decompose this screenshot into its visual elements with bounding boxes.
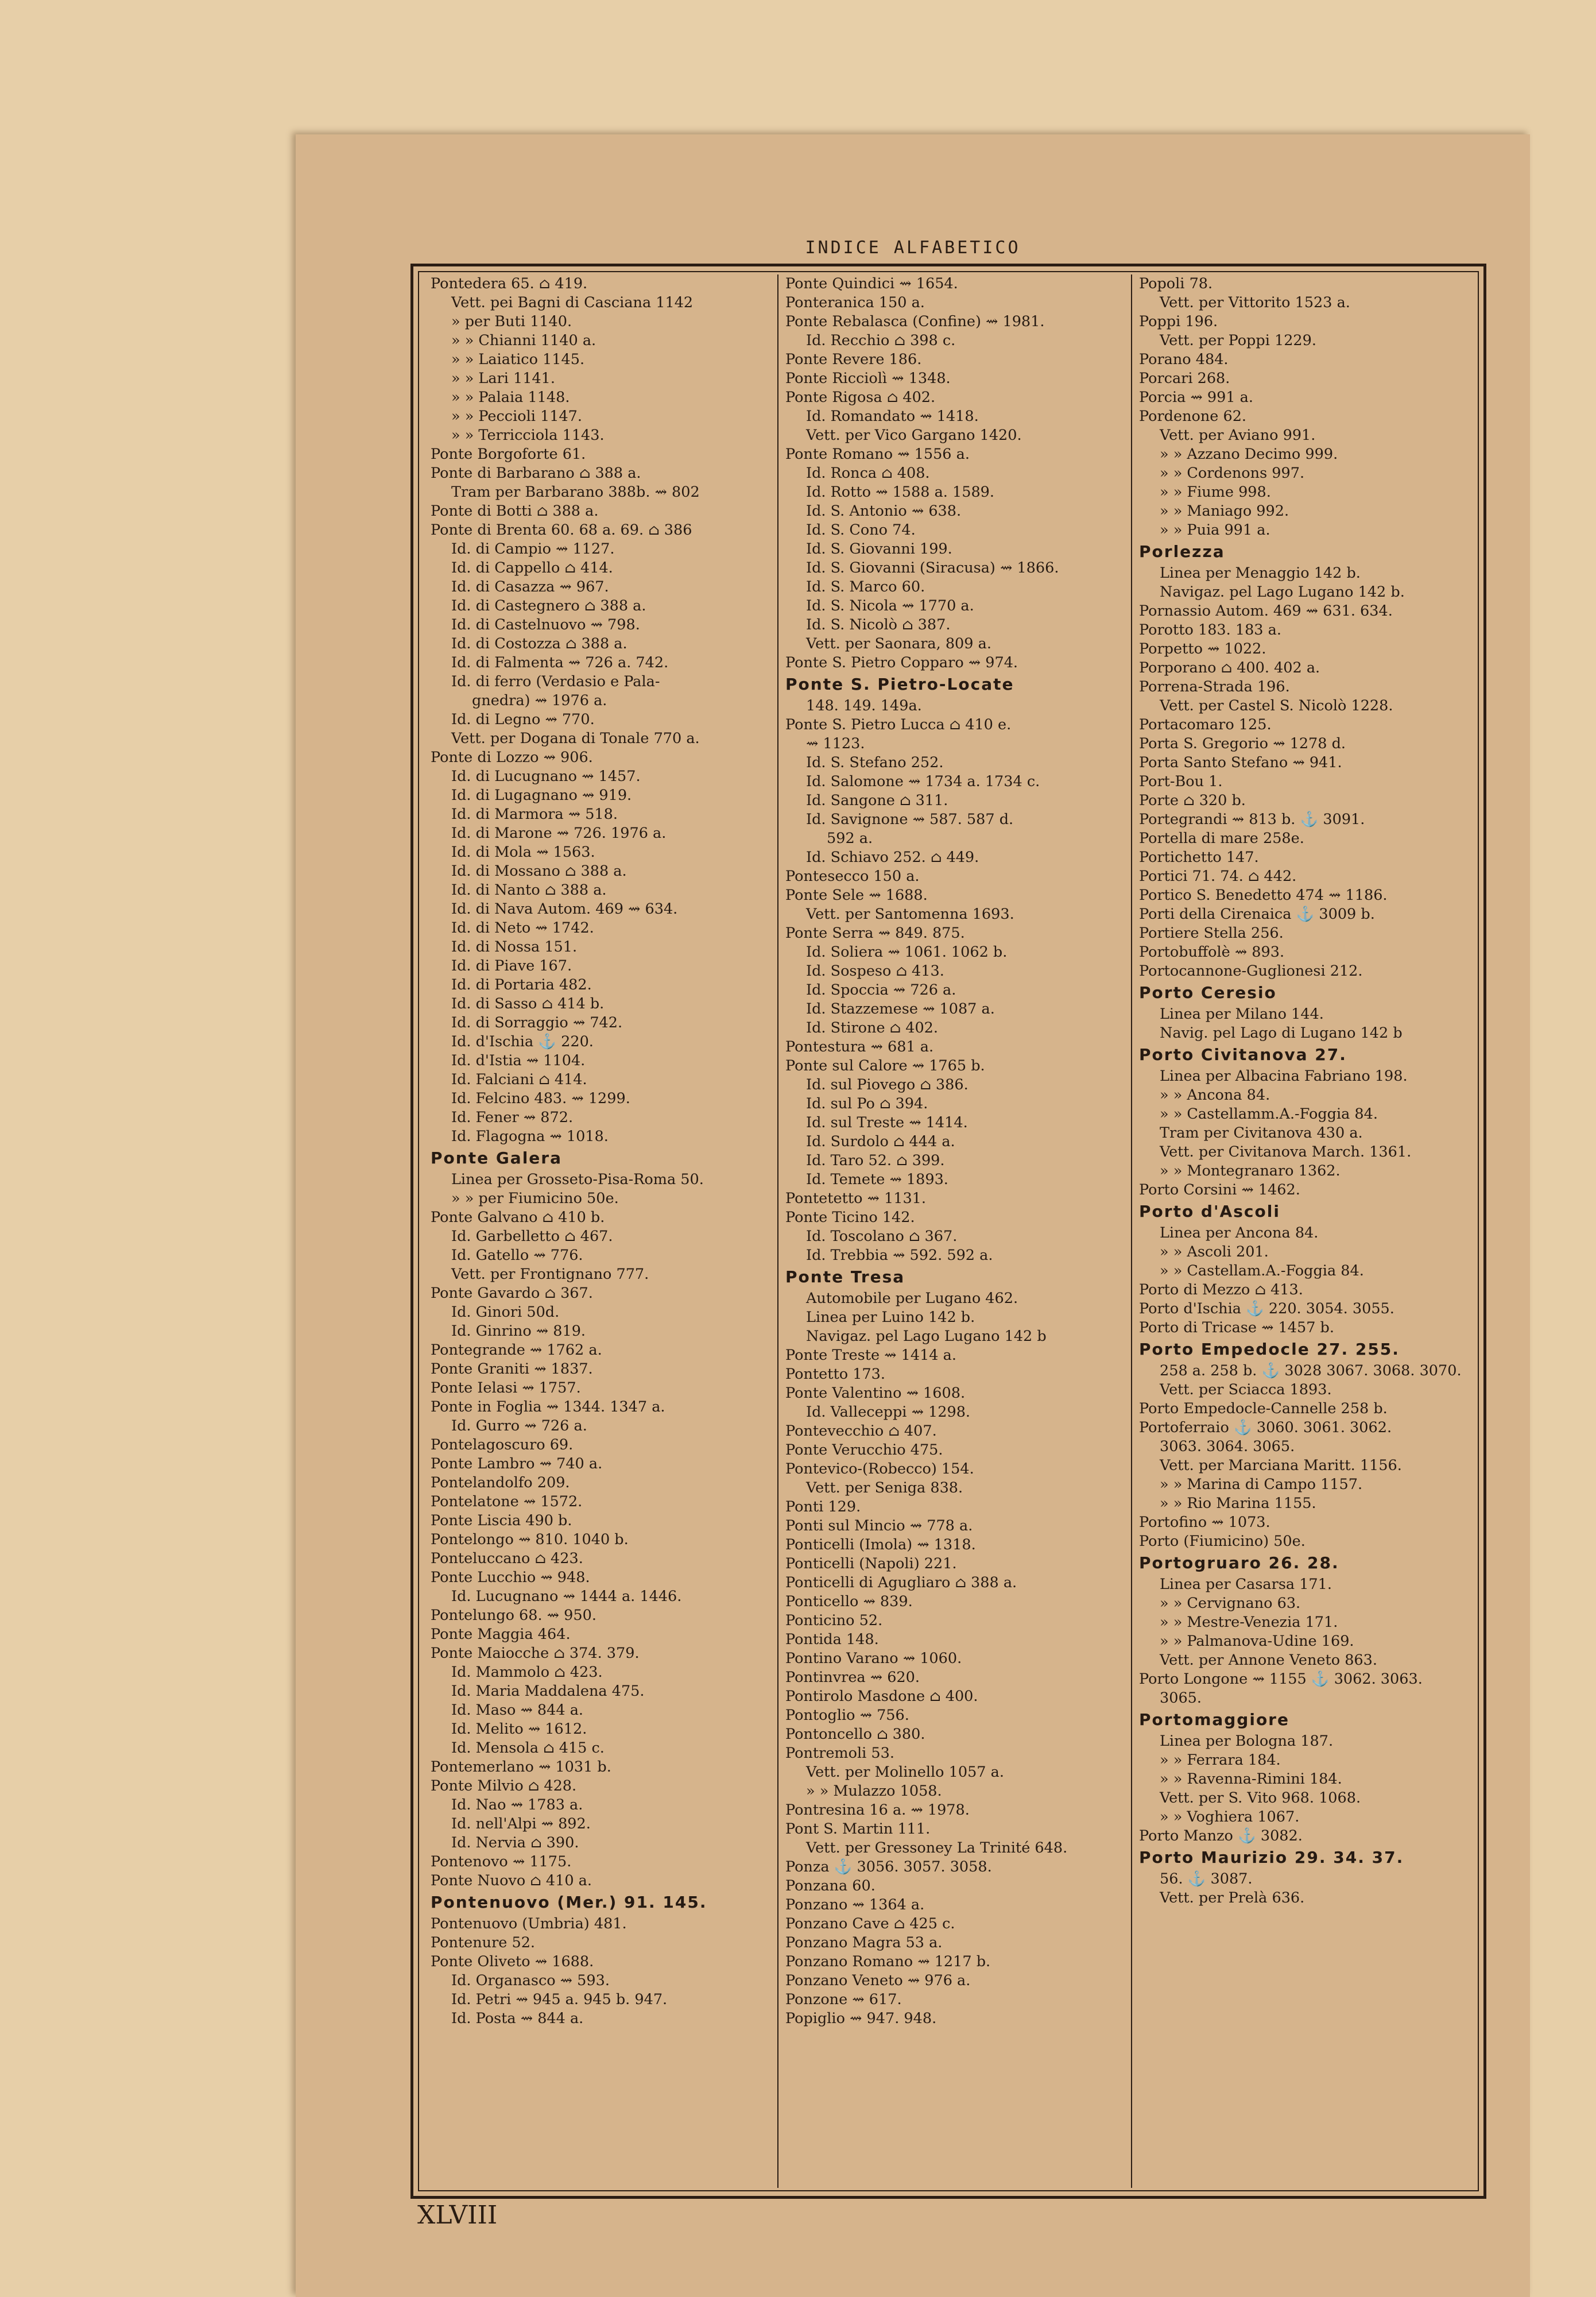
index-heading: Pontenuovo (Mer.) 91. 145. [431,1893,707,1912]
index-column-2 [777,274,1130,2188]
index-entry: Ponti sul Mincio ⇝ 778 a. [785,1517,973,1534]
index-entry: Vett. per S. Vito 968. 1068. [1160,1789,1361,1807]
index-entry: 592 a. [827,830,873,847]
index-entry: Pontestura ⇝ 681 a. [785,1038,934,1055]
index-entry: Portella di mare 258e. [1139,830,1304,847]
index-entry: Ponte di Botti ⌂ 388 a. [431,502,599,520]
index-entry: Pontoncello ⌂ 380. [785,1726,925,1743]
index-heading: Porto Civitanova 27. [1139,1045,1347,1064]
index-entry: Pontinvrea ⇝ 620. [785,1669,920,1686]
index-entry: Pontelatone ⇝ 1572. [431,1493,583,1510]
index-entry: Id. Flagogna ⇝ 1018. [451,1128,609,1145]
index-entry: Id. Taro 52. ⌂ 399. [806,1152,945,1169]
index-entry: Ponte Rigosa ⌂ 402. [785,389,936,406]
index-entry: Porta Santo Stefano ⇝ 941. [1139,754,1342,771]
index-entry: Porto Manzo ⚓ 3082. [1139,1827,1303,1844]
index-entry: Ponte Quindici ⇝ 1654. [785,275,958,292]
index-heading: Ponte Tresa [785,1267,905,1286]
index-entry: Pontenure 52. [431,1934,536,1951]
index-heading: Porto Maurizio 29. 34. 37. [1139,1848,1404,1867]
index-entry: Id. d'Ischia ⚓ 220. [451,1033,594,1050]
index-entry: Ponte S. Pietro Lucca ⌂ 410 e. [785,716,1012,733]
index-entry: Ponticelli di Agugliaro ⌂ 388 a. [785,1574,1017,1591]
index-entry: Id. Falciani ⌂ 414. [451,1071,587,1088]
index-entry: Id. di Marone ⇝ 726. 1976 a. [451,825,667,842]
index-heading: Portomaggiore [1139,1710,1289,1729]
index-entry: Pontevico-(Robecco) 154. [785,1460,974,1478]
index-entry: Id. S. Antonio ⇝ 638. [806,502,962,520]
index-entry: Pontremoli 53. [785,1745,894,1762]
index-entry: Portofino ⇝ 1073. [1139,1514,1270,1531]
index-entry: Ponte Serra ⇝ 849. 875. [785,925,965,942]
index-entry: Pontenovo ⇝ 1175. [431,1853,572,1870]
index-entry: Id. S. Cono 74. [806,521,916,539]
index-entry: Ponte di Lozzo ⇝ 906. [431,749,593,766]
index-entry: Id. S. Giovanni 199. [806,540,952,558]
index-entry: » » Marina di Campo 1157. [1160,1476,1363,1493]
index-entry: Vett. per Vittorito 1523 a. [1160,294,1350,311]
index-entry: Pontino Varano ⇝ 1060. [785,1650,962,1667]
index-entry: Vett. per Frontignano 777. [451,1266,649,1283]
index-entry: Ponte Rebalasca (Confine) ⇝ 1981. [785,313,1045,330]
index-entry: » » Cervignano 63. [1160,1595,1301,1612]
index-entry: » » Ancona 84. [1160,1086,1270,1104]
index-entry: Id. Mammolo ⌂ 423. [451,1664,603,1681]
index-entry: Id. d'Istia ⇝ 1104. [451,1052,586,1069]
index-entry: Id. Maso ⇝ 844 a. [451,1702,584,1719]
index-entry: Vett. per Marciana Maritt. 1156. [1160,1457,1402,1474]
index-entry: Ponte Valentino ⇝ 1608. [785,1385,966,1402]
index-entry: Ponzone ⇝ 617. [785,1991,902,2008]
index-entry: Porporano ⌂ 400. 402 a. [1139,659,1320,676]
index-entry: » » Cordenons 997. [1160,465,1305,482]
index-entry: » » Maniago 992. [1160,502,1289,520]
running-header: INDICE ALFABETICO [805,238,1021,258]
index-entry: » » Mestre-Venezia 171. [1160,1614,1338,1631]
index-entry: Id. Valleceppi ⇝ 1298. [806,1403,971,1421]
index-entry: Id. sul Po ⌂ 394. [806,1095,928,1112]
index-entry: Vett. per Santomenna 1693. [806,906,1014,923]
index-entry: Navig. pel Lago di Lugano 142 b [1160,1024,1403,1042]
index-entry: Pontresina 16 a. ⇝ 1978. [785,1801,970,1819]
index-entry: Id. di Nava Autom. 469 ⇝ 634. [451,900,678,918]
index-entry: Ponticino 52. [785,1612,883,1629]
page-number: XLVIII [417,2201,498,2230]
index-entry: Portico S. Benedetto 474 ⇝ 1186. [1139,887,1388,904]
index-entry: Id. di Mossano ⌂ 388 a. [451,863,627,880]
index-entry: 3063. 3064. 3065. [1160,1438,1295,1455]
index-entry: Ponte Treste ⇝ 1414 a. [785,1347,956,1364]
index-entry: Ponte Nuovo ⌂ 410 a. [431,1872,592,1889]
index-entry: Porcia ⇝ 991 a. [1139,389,1253,406]
index-entry: Id. Sospeso ⌂ 413. [806,962,944,980]
index-entry: Id. di Campio ⇝ 1127. [451,540,615,558]
index-entry: Ponzano Magra 53 a. [785,1934,943,1951]
index-entry: Id. Schiavo 252. ⌂ 449. [806,849,979,866]
index-entry: Id. Stirone ⌂ 402. [806,1019,938,1037]
index-entry: Ponticello ⇝ 839. [785,1593,913,1610]
index-entry: Id. Recchio ⌂ 398 c. [806,332,956,349]
index-entry: » » Lari 1141. [451,370,556,387]
index-entry: Porto Corsini ⇝ 1462. [1139,1181,1300,1198]
index-entry: Ponte Ricciolì ⇝ 1348. [785,370,951,387]
index-entry: Id. sul Piovego ⌂ 386. [806,1076,969,1093]
index-entry: Pontelandolfo 209. [431,1474,570,1491]
index-entry: Linea per Albacina Fabriano 198. [1160,1068,1408,1085]
index-heading: Porto d'Ascoli [1139,1202,1280,1221]
index-entry: Pontetto 173. [785,1366,885,1383]
index-entry: Id. di Legno ⇝ 770. [451,711,595,728]
index-heading: Porto Ceresio [1139,983,1277,1002]
index-heading: Porlezza [1139,542,1225,561]
index-entry: » » Ravenna-Rimini 184. [1160,1770,1342,1788]
index-entry: Ponte Ticino 142. [785,1209,915,1226]
index-entry: 56. ⚓ 3087. [1160,1870,1253,1888]
index-entry: Ponte di Barbarano ⌂ 388 a. [431,465,641,482]
index-entry: Porotto 183. 183 a. [1139,621,1281,639]
index-entry: Vett. per Poppi 1229. [1160,332,1316,349]
index-entry: Ponte sul Calore ⇝ 1765 b. [785,1057,985,1074]
index-entry: Vett. per Sciacca 1893. [1160,1381,1332,1398]
index-entry: Id. sul Treste ⇝ 1414. [806,1114,968,1131]
index-entry: Vett. per Castel S. Nicolò 1228. [1160,697,1393,714]
index-entry: Id. di Castegnero ⌂ 388 a. [451,597,646,614]
index-entry: » » Ascoli 201. [1160,1243,1269,1260]
index-entry: Ponte in Foglia ⇝ 1344. 1347 a. [431,1398,665,1416]
index-entry: Id. Ginori 50d. [451,1304,560,1321]
index-entry: Pontelagoscuro 69. [431,1436,574,1453]
index-entry: Porrena-Strada 196. [1139,678,1290,695]
index-entry: Linea per Ancona 84. [1160,1224,1319,1242]
index-entry: Id. S. Marco 60. [806,578,925,595]
index-entry: Id. Nervia ⌂ 390. [451,1834,579,1851]
index-entry: » » Azzano Decimo 999. [1160,446,1338,463]
index-entry: Vett. per Civitanova March. 1361. [1160,1143,1412,1161]
index-entry: Ponticelli (Imola) ⇝ 1318. [785,1536,976,1553]
index-entry: Id. di Falmenta ⇝ 726 a. 742. [451,654,669,671]
index-entry: Id. Nao ⇝ 1783 a. [451,1796,583,1813]
index-entry: Id. S. Stefano 252. [806,754,944,771]
index-entry: Ponzano Cave ⌂ 425 c. [785,1915,955,1932]
index-entry: Linea per Casarsa 171. [1160,1576,1332,1593]
index-entry: Id. di Portaria 482. [451,976,592,993]
index-entry: Ponte Lambro ⇝ 740 a. [431,1455,603,1472]
index-entry: Id. Temete ⇝ 1893. [806,1171,948,1188]
index-entry: 3065. [1160,1689,1202,1707]
index-entry: Pontenuovo (Umbria) 481. [431,1915,627,1932]
index-entry: Id. Romandato ⇝ 1418. [806,408,979,425]
index-entry: Id. Maria Maddalena 475. [451,1683,645,1700]
index-entry: Ponte Borgoforte 61. [431,446,586,463]
index-entry: Id. di Costozza ⌂ 388 a. [451,635,627,652]
index-entry: Id. Garbelletto ⌂ 467. [451,1228,613,1245]
index-entry: Id. di Nossa 151. [451,938,578,956]
index-entry: Pont S. Martin 111. [785,1820,931,1838]
index-entry: Id. Salomone ⇝ 1734 a. 1734 c. [806,773,1040,790]
index-entry: Id. di Mola ⇝ 1563. [451,844,595,861]
index-entry: Portocannone-Guglionesi 212. [1139,962,1363,980]
index-entry: Porta S. Gregorio ⇝ 1278 d. [1139,735,1346,752]
index-entry: Linea per Luino 142 b. [806,1309,975,1326]
index-entry: » » Rio Marina 1155. [1160,1495,1316,1512]
index-entry: Id. Savignone ⇝ 587. 587 d. [806,811,1014,828]
index-entry: Port-Bou 1. [1139,773,1223,790]
index-entry: Ponte Romano ⇝ 1556 a. [785,446,970,463]
index-entry: Pontetetto ⇝ 1131. [785,1190,927,1207]
index-entry: » » Mulazzo 1058. [806,1782,942,1800]
index-entry: Navigaz. pel Lago Lugano 142 b [806,1328,1047,1345]
index-entry: Ponte Maiocche ⌂ 374. 379. [431,1645,640,1662]
index-entry: » » Ferrara 184. [1160,1751,1281,1769]
index-entry: Ponte Oliveto ⇝ 1688. [431,1953,594,1970]
index-entry: Portegrandi ⇝ 813 b. ⚓ 3091. [1139,811,1365,828]
index-entry: Ponte S. Pietro Copparo ⇝ 974. [785,654,1018,671]
index-entry: Popoli 78. [1139,275,1213,292]
index-entry: Id. Lucugnano ⇝ 1444 a. 1446. [451,1588,682,1605]
index-entry: Ponzano Romano ⇝ 1217 b. [785,1953,991,1970]
index-entry: » » Chianni 1140 a. [451,332,596,349]
index-entry: Pontirolo Masdone ⌂ 400. [785,1688,978,1705]
index-entry: Id. S. Giovanni (Siracusa) ⇝ 1866. [806,559,1059,577]
index-entry: » » Puia 991 a. [1160,521,1270,539]
index-entry: » » Palaia 1148. [451,389,570,406]
index-heading: Ponte S. Pietro-Locate [785,675,1014,694]
index-entry: Vett. per Annone Veneto 863. [1160,1652,1377,1669]
index-entry: Id. Spoccia ⇝ 726 a. [806,981,956,999]
index-entry: Linea per Milano 144. [1160,1006,1324,1023]
index-entry: Id. di Casazza ⇝ 967. [451,578,609,595]
index-entry: Ponte Galvano ⌂ 410 b. [431,1209,605,1226]
index-entry: Id. Organasco ⇝ 593. [451,1972,610,1989]
index-entry: Ponticelli (Napoli) 221. [785,1555,957,1572]
index-entry: » » Montegranaro 1362. [1160,1162,1341,1180]
index-entry: Linea per Menaggio 142 b. [1160,564,1361,582]
index-entry: Porto di Mezzo ⌂ 413. [1139,1281,1303,1298]
index-entry: Linea per Grosseto-Pisa-Roma 50. [451,1171,704,1188]
index-entry: Tram per Civitanova 430 a. [1160,1124,1363,1142]
index-entry: Id. Fener ⇝ 872. [451,1109,574,1126]
index-entry: Vett. per Saonara, 809 a. [806,635,991,652]
index-entry: Porto di Tricase ⇝ 1457 b. [1139,1319,1334,1336]
index-column-3 [1131,274,1474,2188]
index-entry: » » Fiume 998. [1160,484,1271,501]
index-entry: Id. di Lugagnano ⇝ 919. [451,787,632,804]
index-entry: Vett. per Vico Gargano 1420. [806,427,1022,444]
index-entry: Id. di Nanto ⌂ 388 a. [451,881,607,899]
index-entry: Porti della Cirenaica ⚓ 3009 b. [1139,906,1375,923]
index-heading: Ponte Galera [431,1148,562,1167]
index-entry: Porano 484. [1139,351,1229,368]
index-entry: Id. di Sasso ⌂ 414 b. [451,995,605,1012]
index-entry: » » Palmanova-Udine 169. [1160,1633,1354,1650]
index-entry: Ponti 129. [785,1498,861,1515]
index-entry: Id. Trebbia ⇝ 592. 592 a. [806,1247,993,1264]
index-entry: Id. Soliera ⇝ 1061. 1062 b. [806,943,1008,961]
index-entry: Ponza ⚓ 3056. 3057. 3058. [785,1858,992,1876]
index-entry: Id. nell'Alpi ⇝ 892. [451,1815,591,1832]
index-entry: Id. Toscolano ⌂ 367. [806,1228,958,1245]
index-entry: Tram per Barbarano 388b. ⇝ 802 [451,484,700,501]
index-entry: Id. Mensola ⌂ 415 c. [451,1739,605,1757]
index-entry: Id. Stazzemese ⇝ 1087 a. [806,1000,995,1018]
index-entry: Ponte Ielasi ⇝ 1757. [431,1379,581,1397]
index-entry: Vett. per Aviano 991. [1160,427,1316,444]
index-entry: 148. 149. 149a. [806,697,922,714]
index-entry: Vett. per Dogana di Tonale 770 a. [451,730,700,747]
index-entry: Portacomaro 125. [1139,716,1272,733]
index-entry: ⇝ 1123. [806,735,865,752]
index-entry: Id. di Marmora ⇝ 518. [451,806,618,823]
index-entry: Porcari 268. [1139,370,1230,387]
index-entry: » » Terricciola 1143. [451,427,605,444]
index-entry: Linea per Bologna 187. [1160,1733,1334,1750]
index-entry: Pontedera 65. ⌂ 419. [431,275,588,292]
index-entry: Portobuffolè ⇝ 893. [1139,943,1285,961]
index-entry: Id. di ferro (Verdasio e Pala- [451,673,660,690]
index-entry: Id. Petri ⇝ 945 a. 945 b. 947. [451,1991,668,2008]
index-entry: Id. di Piave 167. [451,957,572,975]
index-entry: Id. di Lucugnano ⇝ 1457. [451,768,641,785]
index-entry: Ponte Verucchio 475. [785,1441,943,1459]
index-entry: Pontesecco 150 a. [785,868,920,885]
index-entry: Ponte di Brenta 60. 68 a. 69. ⌂ 386 [431,521,692,539]
index-frame-inner [418,271,1479,2191]
index-entry: Id. Ronca ⌂ 408. [806,465,930,482]
index-entry: Id. di Castelnuovo ⇝ 798. [451,616,640,633]
index-entry: Portiere Stella 256. [1139,925,1284,942]
index-entry: Ponteranica 150 a. [785,294,925,311]
index-entry: Ponte Gavardo ⌂ 367. [431,1285,593,1302]
index-entry: Id. Ginrino ⇝ 819. [451,1322,586,1340]
index-entry: Id. Melito ⇝ 1612. [451,1720,587,1738]
index-entry: Pontida 148. [785,1631,879,1648]
index-entry: » » Voghiera 1067. [1160,1808,1300,1826]
index-entry: Ponte Revere 186. [785,351,922,368]
book-page [296,134,1530,2297]
index-entry: Porto d'Ischia ⚓ 220. 3054. 3055. [1139,1300,1394,1317]
index-entry: Popiglio ⇝ 947. 948. [785,2010,937,2027]
index-entry: Portoferraio ⚓ 3060. 3061. 3062. [1139,1419,1392,1436]
index-entry: Id. Felcino 483. ⇝ 1299. [451,1090,630,1107]
index-entry: 258 a. 258 b. ⚓ 3028 3067. 3068. 3070. [1160,1362,1462,1379]
index-entry: Pontoglio ⇝ 756. [785,1707,909,1724]
index-entry: » per Buti 1140. [451,313,572,330]
index-column-1 [424,274,775,2188]
index-entry: Porpetto ⇝ 1022. [1139,640,1266,658]
index-entry: Porte ⌂ 320 b. [1139,792,1246,809]
index-entry: Vett. per Seniga 838. [806,1479,963,1496]
index-entry: Vett. per Molinello 1057 a. [806,1764,1004,1781]
index-entry: Ponte Liscia 490 b. [431,1512,572,1529]
index-entry: Id. Sangone ⌂ 311. [806,792,948,809]
index-heading: Portogruaro 26. 28. [1139,1553,1339,1572]
index-entry: Vett. per Prelà 636. [1160,1889,1305,1907]
index-entry: Id. Rotto ⇝ 1588 a. 1589. [806,484,995,501]
index-entry: Id. di Neto ⇝ 1742. [451,919,594,937]
index-entry: Pontelongo ⇝ 810. 1040 b. [431,1531,629,1548]
index-entry: » » per Fiumicino 50e. [451,1190,619,1207]
index-entry: Id. Gurro ⇝ 726 a. [451,1417,587,1434]
index-entry: Porto (Fiumicino) 50e. [1139,1533,1306,1550]
index-entry: Ponzana 60. [785,1877,876,1894]
index-entry: Ponte Sele ⇝ 1688. [785,887,928,904]
index-entry: » » Peccioli 1147. [451,408,583,425]
index-entry: Ponte Milvio ⌂ 428. [431,1777,577,1795]
index-entry: Id. di Sorraggio ⇝ 742. [451,1014,623,1031]
index-entry: Ponte Graniti ⇝ 1837. [431,1360,593,1378]
index-entry: Ponteluccano ⌂ 423. [431,1550,583,1567]
index-entry: gnedra) ⇝ 1976 a. [472,692,607,709]
index-entry: Portici 71. 74. ⌂ 442. [1139,868,1297,885]
index-entry: Pornassio Autom. 469 ⇝ 631. 634. [1139,602,1393,620]
index-entry: Portichetto 147. [1139,849,1259,866]
index-entry: Ponte Lucchio ⇝ 948. [431,1569,590,1586]
index-entry: Vett. pei Bagni di Casciana 1142 [451,294,694,311]
index-entry: Porto Longone ⇝ 1155 ⚓ 3062. 3063. [1139,1670,1423,1688]
index-entry: Navigaz. pel Lago Lugano 142 b. [1160,583,1405,601]
index-entry: Ponzano ⇝ 1364 a. [785,1896,925,1913]
index-heading: Porto Empedocle 27. 255. [1139,1340,1400,1359]
index-entry: Porto Empedocle-Cannelle 258 b. [1139,1400,1388,1417]
index-frame [410,264,1486,2199]
index-entry: Id. Surdolo ⌂ 444 a. [806,1133,955,1150]
index-entry: Pontegrande ⇝ 1762 a. [431,1341,602,1359]
index-entry: Id. S. Nicola ⇝ 1770 a. [806,597,974,614]
index-entry: Id. di Cappello ⌂ 414. [451,559,613,577]
index-entry: Pontevecchio ⌂ 407. [785,1422,937,1440]
index-entry: » » Castellamm.A.-Foggia 84. [1160,1105,1378,1123]
index-entry: Id. S. Nicolò ⌂ 387. [806,616,951,633]
index-entry: » » Laiatico 1145. [451,351,585,368]
index-entry: Pordenone 62. [1139,408,1247,425]
index-entry: Automobile per Lugano 462. [806,1290,1018,1307]
index-entry: Id. Gatello ⇝ 776. [451,1247,583,1264]
index-entry: Pontelungo 68. ⇝ 950. [431,1607,596,1624]
index-entry: Id. Posta ⇝ 844 a. [451,2010,584,2027]
index-entry: Poppi 196. [1139,313,1218,330]
index-entry: Pontemerlano ⇝ 1031 b. [431,1758,611,1776]
index-entry: Ponzano Veneto ⇝ 976 a. [785,1972,971,1989]
index-entry: Ponte Maggia 464. [431,1626,571,1643]
index-entry: » » Castellam.A.-Foggia 84. [1160,1262,1364,1279]
index-entry: Vett. per Gressoney La Trinité 648. [806,1839,1068,1857]
